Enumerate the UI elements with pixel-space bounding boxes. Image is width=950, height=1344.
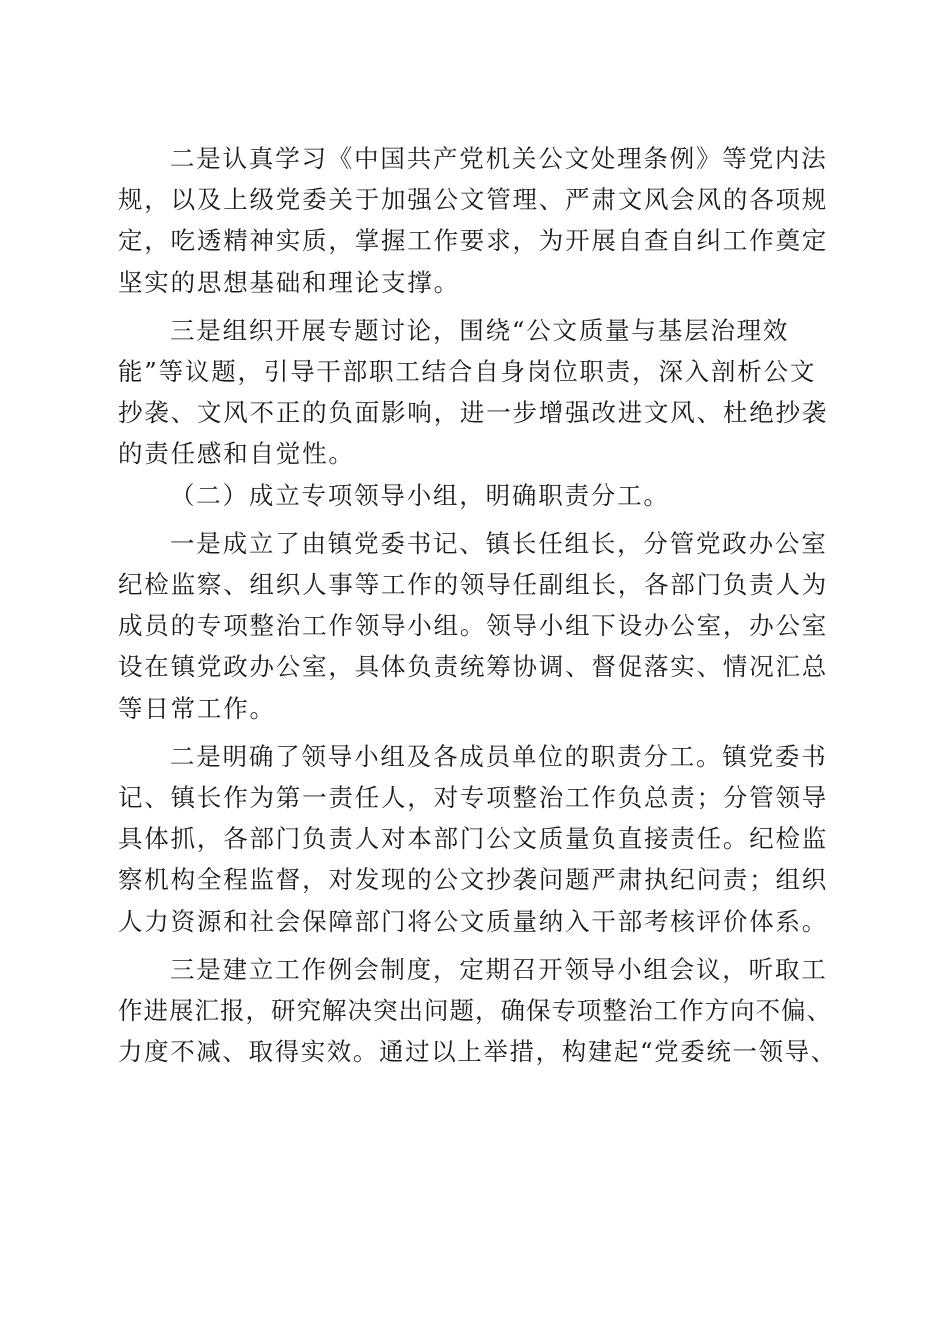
text-line: 一是成立了由镇党委书记、镇长任组长，分管党政办公室 <box>170 528 828 558</box>
text-line: 坚实的思想基础和理论支撑。 <box>118 267 460 297</box>
text-line: 的责任感和自觉性。 <box>118 439 355 469</box>
text-line: 三是建立工作例会制度，定期召开领导小组会议，听取工 <box>170 954 828 984</box>
paragraph-meeting-system <box>118 949 836 1073</box>
text-line: 成员的专项整治工作领导小组。领导小组下设办公室，办公室 <box>118 611 829 641</box>
text-line: 等日常工作。 <box>118 693 276 723</box>
section-heading-text: （二）成立专项领导小组，明确职责分工。 <box>170 480 670 510</box>
text-line: 人力资源和社会保障部门将公文质量纳入干部考核评价体系。 <box>118 906 829 936</box>
text-line: 察机构全程监督，对发现的公文抄袭问题严肃执纪问责；组织 <box>118 865 829 895</box>
text-line: 二是认真学习《中国共产党机关公文处理条例》等党内法 <box>170 144 828 173</box>
paragraph-leading-group <box>118 523 836 729</box>
text-line: 力度不减、取得实效。通过以上举措，构建起“党委统一领导、 <box>118 1037 837 1067</box>
text-line: 抄袭、文风不正的负面影响，进一步增强改进文风、杜绝抄袭 <box>118 398 829 428</box>
text-line: 定，吃透精神实质，掌握工作要求，为开展自查自纠工作奠定 <box>118 226 829 256</box>
text-line: 规，以及上级党委关于加强公文管理、严肃文风会风的各项规 <box>118 185 829 215</box>
paragraph-study-regulations <box>118 138 836 303</box>
text-line: 二是明确了领导小组及各成员单位的职责分工。镇党委书 <box>170 741 828 771</box>
text-line: 三是组织开展专题讨论，围绕“公文质量与基层治理效 <box>170 315 790 345</box>
document-body <box>118 138 836 1072</box>
section-heading <box>118 475 836 516</box>
text-line: 具体抓，各部门负责人对本部门公文质量负直接责任。纪检监 <box>118 824 829 854</box>
text-line: 能”等议题，引导干部职工结合自身岗位职责，深入剖析公文 <box>118 357 817 387</box>
paragraph-responsibilities <box>118 736 836 942</box>
text-line: 作进展汇报，研究解决突出问题，确保专项整治工作方向不偏、 <box>118 996 832 1026</box>
text-line: 设在镇党政办公室，具体负责统筹协调、督促落实、情况汇总 <box>118 652 829 682</box>
paragraph-topic-discussion <box>118 310 836 475</box>
text-line: 纪检监察、组织人事等工作的领导任副组长，各部门负责人为 <box>118 570 829 600</box>
text-line: 记、镇长作为第一责任人，对专项整治工作负总责；分管领导 <box>118 783 829 813</box>
